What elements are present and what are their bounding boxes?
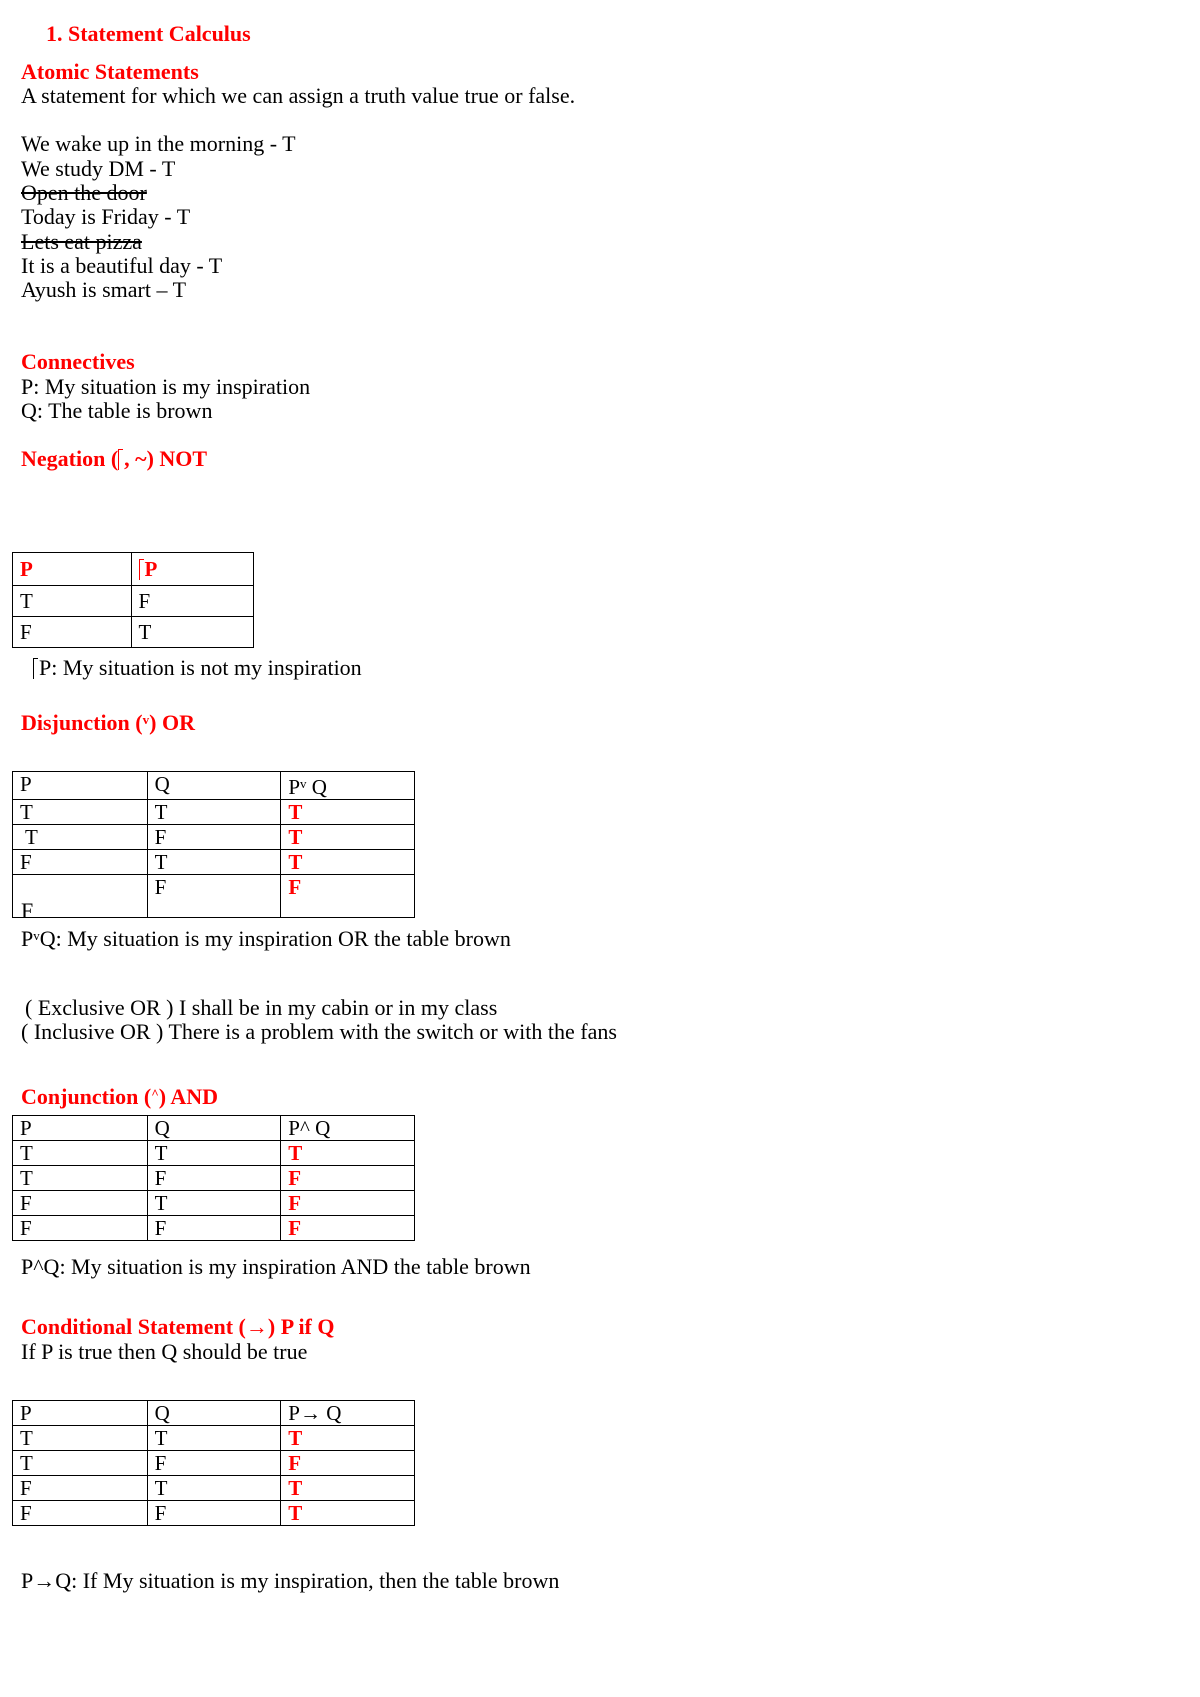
table-cell: T xyxy=(147,800,281,825)
table-cell: F xyxy=(13,1216,148,1241)
atomic-example: We study DM - T xyxy=(21,156,176,181)
page-title: 1. Statement Calculus xyxy=(46,21,251,46)
negation-symbol-icon xyxy=(118,449,123,470)
disjunction-heading: Disjunction ($^v$) OR xyxy=(21,710,195,735)
table-row xyxy=(13,1476,415,1501)
conditional-example: P→Q: If My situation is my inspiration, then the table brown xyxy=(21,1568,560,1593)
table-cell: F xyxy=(13,1501,148,1526)
atomic-example: Today is Friday - T xyxy=(21,204,191,229)
conditional-definition: If P is true then Q should be true xyxy=(21,1339,308,1364)
table-cell: T xyxy=(147,1141,281,1166)
atomic-definition: A statement for which we can assign a truth value true or false. xyxy=(21,83,576,108)
or-symbol-icon: v xyxy=(142,712,150,727)
conjunction-truth-table xyxy=(12,1115,415,1241)
table-cell: T xyxy=(147,850,281,875)
atomic-heading: Atomic Statements xyxy=(21,59,199,84)
table-cell: F xyxy=(147,825,281,850)
table-row xyxy=(13,1141,415,1166)
table-row xyxy=(13,875,415,918)
table-row xyxy=(13,1191,415,1216)
atomic-example: We wake up in the morning - T xyxy=(21,131,296,156)
table-cell: F xyxy=(13,850,148,875)
disjunction-stray-value: F xyxy=(21,898,34,923)
table-cell: F xyxy=(147,1166,281,1191)
table-header-cell: P xyxy=(13,1401,148,1426)
table-header-cell: $P^v$ Q xyxy=(281,772,415,800)
table-result-cell: T xyxy=(281,1501,415,1526)
table-result-cell: F xyxy=(281,1191,415,1216)
conditional-truth-table xyxy=(12,1400,415,1526)
table-cell: F xyxy=(147,1216,281,1241)
table-row xyxy=(13,586,254,617)
table-header-row xyxy=(13,1116,415,1141)
table-header-cell: P xyxy=(13,1116,148,1141)
table-header-row xyxy=(13,553,254,586)
table-cell: T xyxy=(147,1191,281,1216)
connectives-heading: Connectives xyxy=(21,349,135,374)
table-cell: F xyxy=(13,1476,148,1501)
negation-symbol-icon xyxy=(139,559,144,580)
or-symbol-icon: v xyxy=(300,776,307,791)
table-header-cell: P xyxy=(13,553,132,586)
disjunction-example: $P^vQ$: My situation is my inspiration OR the table brown xyxy=(21,926,511,951)
atomic-example-struck: Open the door xyxy=(21,180,147,205)
table-header-row xyxy=(13,1401,415,1426)
table-row xyxy=(13,850,415,875)
negation-truth-table xyxy=(12,552,254,648)
table-cell: F xyxy=(147,875,281,918)
table-header-cell: Q xyxy=(147,772,281,800)
table-cell: F xyxy=(147,1501,281,1526)
table-cell: F xyxy=(13,1191,148,1216)
table-cell: T xyxy=(147,1476,281,1501)
table-result-cell: F xyxy=(281,1166,415,1191)
table-row xyxy=(13,825,415,850)
table-result-cell: F xyxy=(281,875,415,918)
table-cell: T xyxy=(13,586,132,617)
table-header-cell: Q xyxy=(147,1401,281,1426)
connective-p: P: My situation is my inspiration xyxy=(21,374,311,399)
table-result-cell: F xyxy=(281,1216,415,1241)
table-cell: F xyxy=(147,1451,281,1476)
atomic-example: It is a beautiful day - T xyxy=(21,253,223,278)
conjunction-heading: Conjunction (^) AND xyxy=(21,1084,219,1109)
table-row xyxy=(13,800,415,825)
table-row xyxy=(13,617,254,648)
table-result-cell: T xyxy=(281,1426,415,1451)
table-row xyxy=(13,1216,415,1241)
table-result-cell: T xyxy=(281,800,415,825)
table-row xyxy=(13,1426,415,1451)
connective-q: Q: The table is brown xyxy=(21,398,213,423)
negation-symbol-icon xyxy=(33,658,38,679)
exclusive-or-example: ( Exclusive OR ) I shall be in my cabin or in my class xyxy=(25,995,498,1020)
table-cell: F xyxy=(131,586,254,617)
table-row xyxy=(13,1451,415,1476)
negation-example: P: My situation is not my inspiration xyxy=(33,655,362,681)
table-result-cell: T xyxy=(281,825,415,850)
table-row xyxy=(13,1166,415,1191)
and-symbol-icon: ^ xyxy=(151,1086,159,1101)
table-cell: T xyxy=(13,1426,148,1451)
table-cell: T xyxy=(147,1426,281,1451)
table-cell: T xyxy=(13,1166,148,1191)
table-header-cell: P→ Q xyxy=(281,1401,415,1426)
atomic-example-struck: Lets eat pizza xyxy=(21,229,142,254)
table-cell: T xyxy=(13,825,148,850)
table-cell: T xyxy=(13,1141,148,1166)
table-header-cell: P xyxy=(13,772,148,800)
table-header-cell: P^ Q xyxy=(281,1116,415,1141)
atomic-example: Ayush is smart – T xyxy=(21,277,187,302)
table-cell: T xyxy=(131,617,254,648)
conditional-heading: Conditional Statement (→) P if Q xyxy=(21,1314,335,1339)
inclusive-or-example: ( Inclusive OR ) There is a problem with the switch or with the fans xyxy=(21,1019,617,1044)
table-cell: T xyxy=(13,800,148,825)
conjunction-example: P^Q: My situation is my inspiration AND the table brown xyxy=(21,1254,531,1279)
table-result-cell: T xyxy=(281,850,415,875)
table-header-cell: P xyxy=(131,553,254,586)
table-header-cell: Q xyxy=(147,1116,281,1141)
table-row xyxy=(13,1501,415,1526)
negation-heading-post: , ~) NOT xyxy=(124,446,208,471)
disjunction-truth-table xyxy=(12,771,415,918)
table-cell: F xyxy=(13,617,132,648)
negation-heading xyxy=(21,446,207,472)
negation-heading-pre: Negation ( xyxy=(21,446,119,471)
table-result-cell: F xyxy=(281,1451,415,1476)
or-symbol-icon: v xyxy=(33,928,40,943)
table-cell: T xyxy=(13,1451,148,1476)
table-result-cell: T xyxy=(281,1141,415,1166)
table-result-cell: T xyxy=(281,1476,415,1501)
table-header-row xyxy=(13,772,415,800)
